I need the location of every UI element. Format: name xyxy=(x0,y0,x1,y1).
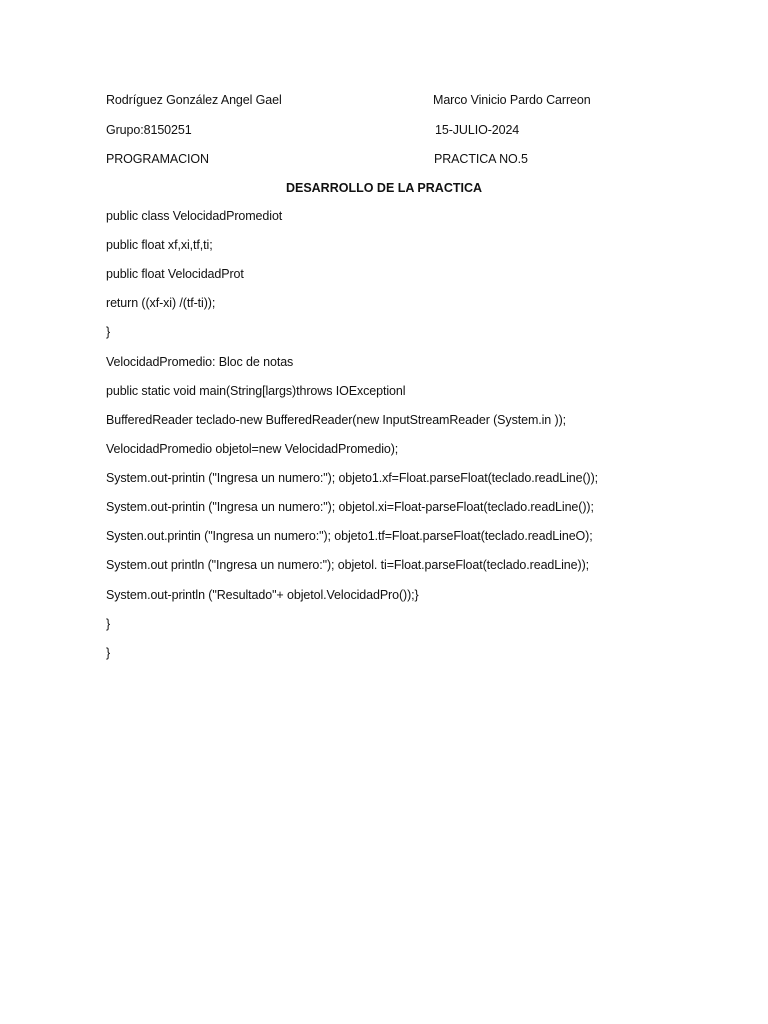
code-line: BufferedReader teclado-new BufferedReader(new InputStreamReader (System.in )); xyxy=(106,413,567,427)
code-line: Systen.out.printin ("Ingresa un numero:"); objeto1.tf=Float.parseFloat(teclado.readLineO); xyxy=(106,529,593,543)
code-line: } xyxy=(106,325,111,339)
code-line: } xyxy=(106,646,111,660)
code-line: return ((xf-xi) /(tf-ti)); xyxy=(106,296,216,310)
teacher-name: Marco Vinicio Pardo Carreon xyxy=(433,93,591,107)
practice-label: PRACTICA NO.5 xyxy=(434,152,528,166)
code-line: public class VelocidadPromediot xyxy=(106,209,283,223)
code-line: System.out-println ("Resultado"+ objetol.VelocidadPro());} xyxy=(106,588,419,602)
code-line: VelocidadPromedio objetol=new VelocidadPromedio); xyxy=(106,442,399,456)
code-line: public float xf,xi,tf,ti; xyxy=(106,238,213,252)
group-label: Grupo:8150251 xyxy=(106,123,192,137)
code-line: VelocidadPromedio: Bloc de notas xyxy=(106,355,294,369)
code-line: } xyxy=(106,617,111,631)
code-line: System.out-printin ("Ingresa un numero:"); objeto1.xf=Float.parseFloat(teclado.readLine()); xyxy=(106,471,599,485)
subject-label: PROGRAMACION xyxy=(106,152,209,166)
code-line: System.out println ("Ingresa un numero:"); objetol. ti=Float.parseFloat(teclado.readLine)); xyxy=(106,558,590,572)
student-name: Rodríguez González Angel Gael xyxy=(106,93,282,107)
code-line: public static void main(String[largs)throws IOExceptionl xyxy=(106,384,406,398)
code-line: public float VelocidadProt xyxy=(106,267,244,281)
code-line: System.out-printin ("Ingresa un numero:"); objetol.xi=Float-parseFloat(teclado.readLine()); xyxy=(106,500,594,514)
date-label: 15-JULIO-2024 xyxy=(435,123,520,137)
section-title: DESARROLLO DE LA PRACTICA xyxy=(285,181,483,195)
